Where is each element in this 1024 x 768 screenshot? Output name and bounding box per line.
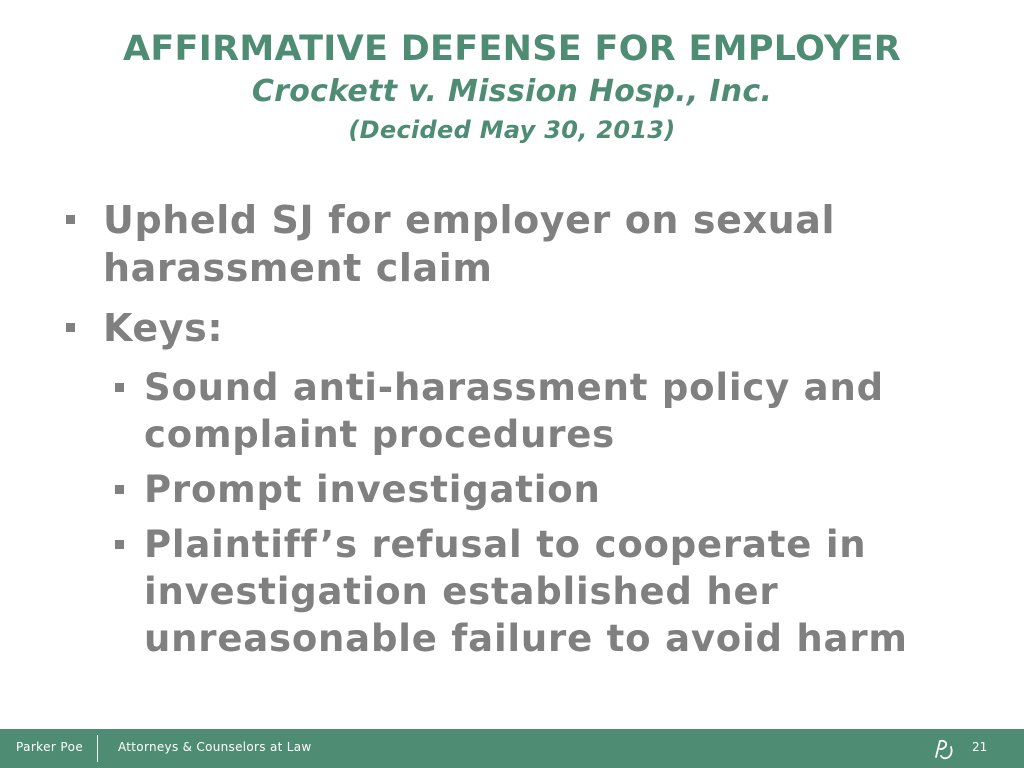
title-main: AFFIRMATIVE DEFENSE FOR EMPLOYER <box>122 29 902 69</box>
square-bullet-icon <box>115 540 124 549</box>
bullet-text: Keys: <box>103 306 224 350</box>
bullet-item <box>62 304 962 352</box>
sub-bullet-item <box>115 364 962 458</box>
sub-bullet-item <box>115 521 962 662</box>
footer-tagline: Attorneys & Counselors at Law <box>118 740 312 754</box>
sub-bullet-text: Sound anti-harassment policy and complaint procedures <box>144 366 884 456</box>
parker-poe-monogram-icon <box>931 736 957 762</box>
page-number: 21 <box>972 740 988 754</box>
footer-bar <box>0 729 1024 768</box>
footer-brand: Parker Poe <box>16 740 84 754</box>
square-bullet-icon <box>66 323 75 332</box>
footer-divider <box>97 735 98 762</box>
sub-bullet-text: Plaintiff’s refusal to cooperate in investigation established her unreasonable failure to avoid harm <box>144 523 908 660</box>
square-bullet-icon <box>115 383 124 392</box>
bullet-text: Upheld SJ for employer on sexual harassment claim <box>103 198 836 290</box>
decision-date: (Decided May 30, 2013) <box>348 116 676 144</box>
bullet-item <box>62 196 962 292</box>
square-bullet-icon <box>66 215 75 224</box>
bullet-list <box>62 196 962 662</box>
case-name: Crockett v. Mission Hosp., Inc. <box>251 74 773 109</box>
sub-bullet-item <box>115 466 962 513</box>
square-bullet-icon <box>115 485 124 494</box>
sub-bullet-text: Prompt investigation <box>144 468 601 511</box>
slide-title <box>0 26 1024 148</box>
